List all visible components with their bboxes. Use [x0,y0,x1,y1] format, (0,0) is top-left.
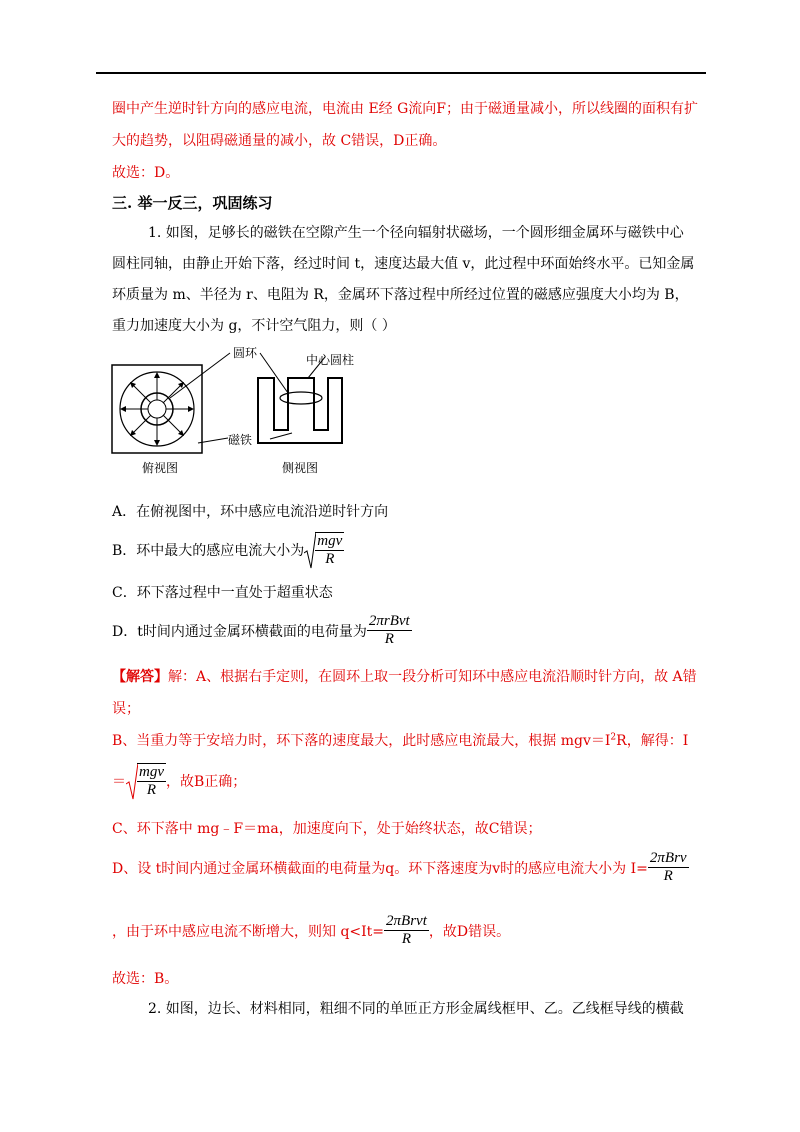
header-rule [96,72,706,74]
sol1-line-b2-formula [126,762,166,800]
q1-option-d-num: 2πrBvt [368,613,410,629]
prev-answer: 故选：D。 [112,165,180,181]
q1-option-d-den: R [384,631,394,647]
sol1-line-d2-den: R [401,931,412,947]
sol1-line-b2-num: mgv [139,764,164,780]
sol1-line-b1 [112,730,688,750]
sol1-line-a1-text: 解：A、根据右手定则，在圆环上取一段分析可知环中感应电流沿顺时针方向，故 A错 [168,669,697,685]
q1-option-c: C．环下落过程中一直处于超重状态 [112,585,333,601]
sol1-line-b1b: R，解得：I [616,733,689,749]
q1-option-b-den: R [325,551,335,567]
q1-option-a: A．在俯视图中，环中感应电流沿逆时针方向 [112,504,389,520]
sol1-line-b2-den: R [146,782,157,798]
label-magnet: 磁铁 [228,433,253,447]
sol1-tag: 【解答】 [112,669,168,685]
q1-option-d-formula [367,613,412,648]
q1-line1: 1. 如图，足够长的磁铁在空隙产生一个径向辐射状磁场，一个圆形细金属环与磁铁中心 [148,225,684,241]
sol1-line-d1-den: R [663,868,673,884]
q1-line2: 圆柱同轴，由静止开始下落，经过时间 t，速度达最大值 v，此过程中环面始终水平。已知金属 [112,256,695,272]
magnet-figure [110,343,370,475]
q1-option-b-text: B．环中最大的感应电流大小为 [112,543,305,559]
sol1-line-d1-formula [648,850,689,885]
q1-option-d [112,613,412,648]
sol1-line-d1-text: D、设 t时间内通过金属环横截面的电荷量为q。环下落速度为v时的感应电流大小为 I= [112,860,648,877]
sol1-line-b2-eq: ＝ [112,774,126,790]
label-center-cylinder: 中心圆柱 [306,353,355,367]
caption-top-view: 俯视图 [142,461,179,475]
sol1-line-c: C、环下落中 mg﹣F＝ma，加速度向下，处于始终状态，故C错误； [112,821,542,837]
q1-line4: 重力加速度大小为 g，不计空气阻力，则（ ） [112,318,396,334]
q1-line3: 环质量为 m、半径为 r、电阻为 R，金属环下落过程中所经过位置的磁感应强度大小均为 B， [112,287,689,303]
sol1-line-b2 [112,762,246,800]
sol1-line-d1-num: 2πBrv [649,850,687,866]
sol1-line-d2-formula [384,913,429,948]
q1-option-b-num: mgv [317,533,343,549]
q1-option-d-text: D．t时间内通过金属环横截面的电荷量为 [112,623,367,640]
prev-solution-line1: 圈中产生逆时针方向的感应电流，电流由 E经 G流向F；由于磁通量减小，所以线圈的面积有扩 [112,101,699,117]
sol1-answer: 故选：B。 [112,971,179,987]
sol1-line-b1a: B、当重力等于安培力时，环下落的速度最大，此时感应电流最大，根据 mgv＝I [112,733,611,749]
caption-side-view: 侧视图 [282,461,319,475]
sol1-line-d2-num: 2πBrvt [386,913,427,929]
sol1-line-a1 [112,666,697,686]
q1-option-b-formula [304,531,344,569]
section-title: 三. 举一反三，巩固练习 [112,194,273,212]
sol1-line-b2-tail: ，故B正确； [166,774,247,790]
sol1-line-d2b: ，故D错误。 [428,923,511,940]
sol1-line-a2: 误； [112,701,140,717]
sol1-line-d2a: ，由于环中感应电流不断增大，则知 q<It= [112,923,385,940]
sol1-line-b1-sup: 2 [610,732,617,743]
label-ring: 圆环 [233,346,258,360]
prev-solution-line2: 大的趋势，以阻碍磁通量的减小，故 C错误，D正确。 [112,133,447,149]
sol1-line-d1 [112,850,689,885]
sol1-line-d2 [112,913,510,948]
q1-option-b [112,531,344,569]
q2-line1: 2. 如图，边长、材料相同，粗细不同的单匝正方形金属线框甲、乙。乙线框导线的横截 [148,1001,684,1017]
